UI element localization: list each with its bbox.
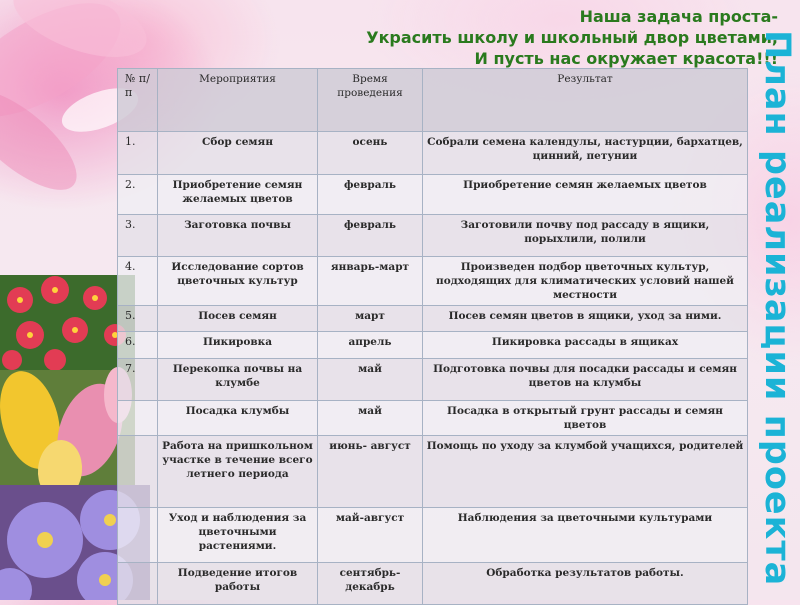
table-row: [118, 401, 748, 436]
row-time: март: [318, 306, 423, 332]
row-event: Уход и наблюдения за цветочными растениями.: [158, 508, 318, 563]
row-event: Приобретение семян желаемых цветов: [158, 175, 318, 215]
header-event: Мероприятия: [158, 69, 318, 132]
table-row: [118, 436, 748, 508]
motto-line-3: И пусть нас окружает красота!!!: [474, 49, 778, 68]
side-title: План реализации проекта: [757, 30, 797, 587]
row-time: февраль: [318, 175, 423, 215]
row-time: апрель: [318, 332, 423, 359]
row-event: Посев семян: [158, 306, 318, 332]
row-num: [118, 563, 158, 605]
row-event: Заготовка почвы: [158, 215, 318, 257]
table-row: [118, 132, 748, 175]
row-num: [118, 401, 158, 436]
table-row: [118, 359, 748, 401]
row-event: Пикировка: [158, 332, 318, 359]
table-row: [118, 257, 748, 306]
motto-line-2: Украсить школу и школьный двор цветами,: [366, 28, 778, 47]
row-num: 2.: [118, 175, 158, 215]
row-time: осень: [318, 132, 423, 175]
row-time: сентябрь- декабрь: [318, 563, 423, 605]
row-result: Произведен подбор цветочных культур, подходящих для климатических условий нашей местности: [423, 257, 748, 306]
row-event: Сбор семян: [158, 132, 318, 175]
row-result: Посев семян цветов в ящики, уход за ними.: [423, 306, 748, 332]
table-row: [118, 332, 748, 359]
row-num: 1.: [118, 132, 158, 175]
table-row: [118, 563, 748, 605]
row-event: Перекопка почвы на клумбе: [158, 359, 318, 401]
table-row: [118, 508, 748, 563]
row-result: Подготовка почвы для посадки рассады и семян цветов на клумбы: [423, 359, 748, 401]
row-num: 5.: [118, 306, 158, 332]
row-time: май: [318, 359, 423, 401]
row-event: Исследование сортов цветочных культур: [158, 257, 318, 306]
row-time: май: [318, 401, 423, 436]
row-num: 7.: [118, 359, 158, 401]
row-event: Подведение итогов работы: [158, 563, 318, 605]
row-result: Приобретение семян желаемых цветов: [423, 175, 748, 215]
row-time: февраль: [318, 215, 423, 257]
row-num: 3.: [118, 215, 158, 257]
row-num: 6.: [118, 332, 158, 359]
row-result: Пикировка рассады в ящиках: [423, 332, 748, 359]
header-time: Время проведения: [318, 69, 423, 132]
row-result: Заготовили почву под рассаду в ящики, порыхлили, полили: [423, 215, 748, 257]
row-time: январь-март: [318, 257, 423, 306]
table-row: [118, 175, 748, 215]
row-event: Работа на пришкольном участке в течение всего летнего периода: [158, 436, 318, 508]
row-result: Посадка в открытый грунт рассады и семян цветов: [423, 401, 748, 436]
project-motto: [258, 6, 778, 69]
row-num: 4.: [118, 257, 158, 306]
table-row: [118, 215, 748, 257]
project-plan-table: [117, 68, 748, 605]
row-time: май-август: [318, 508, 423, 563]
row-num: [118, 436, 158, 508]
table-row: [118, 306, 748, 332]
row-result: Обработка результатов работы.: [423, 563, 748, 605]
header-num: № п/п: [118, 69, 158, 132]
table-header-row: [118, 69, 748, 132]
row-time: июнь- август: [318, 436, 423, 508]
motto-line-1: Наша задача проста-: [579, 7, 778, 26]
row-result: Наблюдения за цветочными культурами: [423, 508, 748, 563]
row-event: Посадка клумбы: [158, 401, 318, 436]
row-result: Собрали семена календулы, настурции, бархатцев, цинний, петунии: [423, 132, 748, 175]
row-num: [118, 508, 158, 563]
row-result: Помощь по уходу за клумбой учащихся, родителей: [423, 436, 748, 508]
header-result: Результат: [423, 69, 748, 132]
